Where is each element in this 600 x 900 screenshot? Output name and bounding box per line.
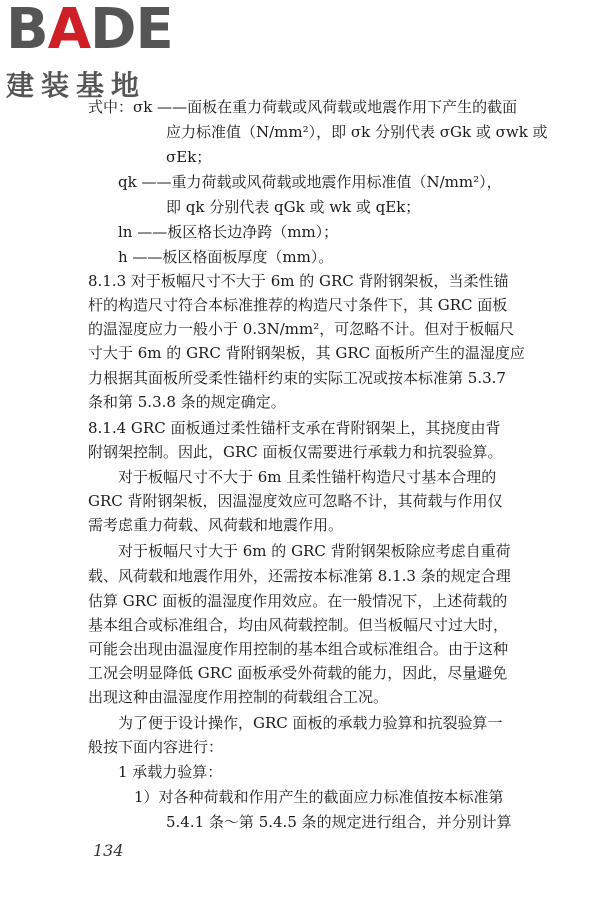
bade-logo <box>6 0 181 102</box>
paragraph-line: 可能会出现由温湿度作用控制的基本组合或标准组合。由于这种 <box>88 640 509 658</box>
logo-accent-letter: A <box>47 0 91 62</box>
clause-8-1-3-line: 的温湿度应力一般小于 0.3N/mm²，可忽略不计。但对于板幅尺 <box>88 320 515 338</box>
paragraph-line: 需考虑重力荷载、风荷载和地震作用。 <box>88 516 344 534</box>
paragraph-line: 对于板幅尺寸大于 6m 的 GRC 背附钢架板除应考虑自重荷 <box>118 542 511 560</box>
paragraph-line: 出现这种由温湿度作用控制的荷载组合工况。 <box>88 688 389 706</box>
paragraph-line: 般按下面内容进行： <box>88 738 224 756</box>
paragraph-line: 对于板幅尺寸不大于 6m 且柔性锚杆构造尺寸基本合理的 <box>118 468 497 486</box>
paragraph-line: 为了便于设计操作，GRC 面板的承载力验算和抗裂验算一 <box>118 714 503 732</box>
list-item-line: 1）对各种荷载和作用产生的截面应力标准值按本标准第 <box>134 788 504 806</box>
paragraph-line: GRC 背附钢架板，因温湿度效应可忽略不计，其荷载与作用仅 <box>88 492 503 510</box>
clause-8-1-3-line: 条和第 5.3.8 条的规定确定。 <box>88 393 286 411</box>
paragraph-line: 估算 GRC 面板的温湿度作用效应。在一般情况下，上述荷载的 <box>88 592 508 610</box>
formula-legend-line: 式中：σk ——面板在重力荷载或风荷载或地震作用下产生的截面 <box>88 98 518 116</box>
formula-legend-line: ln ——板区格长边净跨（mm）； <box>118 223 339 241</box>
clause-8-1-3-line: 杆的构造尺寸符合本标准推荐的构造尺寸条件下，其 GRC 面板 <box>88 296 508 314</box>
page-number: 134 <box>93 841 124 860</box>
paragraph-line: 工况会明显降低 GRC 面板承受外荷载的能力，因此，尽量避免 <box>88 664 508 682</box>
logo-subtitle: 建装基地 <box>6 69 147 102</box>
paragraph-line: 基本组合或标准组合，均由风荷载控制。但当板幅尺寸过大时， <box>88 616 509 634</box>
clause-8-1-3-line: 寸大于 6m 的 GRC 背附钢架板，其 GRC 面板所产生的温湿度应 <box>88 344 525 362</box>
formula-legend-line: h ——板区格面板厚度（mm）。 <box>118 248 334 266</box>
clause-8-1-4-line: 8.1.4 GRC 面板通过柔性锚杆支承在背附钢架上，其挠度由背 <box>88 419 501 437</box>
formula-legend-line: 应力标准值（N/mm²），即 σk 分别代表 σGk 或 σwk 或 <box>166 123 548 141</box>
paragraph-line: 载、风荷载和地震作用外，还需按本标准第 8.1.3 条的规定合理 <box>88 567 511 585</box>
list-item-line: 5.4.1 条～第 5.4.5 条的规定进行组合，并分别计算 <box>166 813 512 831</box>
formula-legend-line: 即 qk 分别代表 qGk 或 wk 或 qEk； <box>166 198 421 216</box>
list-heading: 1 承载力验算： <box>118 763 223 781</box>
clause-8-1-3-line: 8.1.3 对于板幅尺寸不大于 6m 的 GRC 背附钢架板，当柔性锚 <box>88 272 509 290</box>
formula-legend-line: σEk； <box>166 148 212 166</box>
formula-legend-line: qk ——重力荷载或风荷载或地震作用标准值（N/mm²）， <box>118 173 502 191</box>
logo-wordmark: B A DE <box>6 0 173 62</box>
clause-8-1-4-line: 附钢架控制。因此，GRC 面板仅需要进行承载力和抗裂验算。 <box>88 443 503 461</box>
clause-8-1-3-line: 力根据其面板所受柔性锚杆约束的实际工况或按本标准第 5.3.7 <box>88 369 506 387</box>
